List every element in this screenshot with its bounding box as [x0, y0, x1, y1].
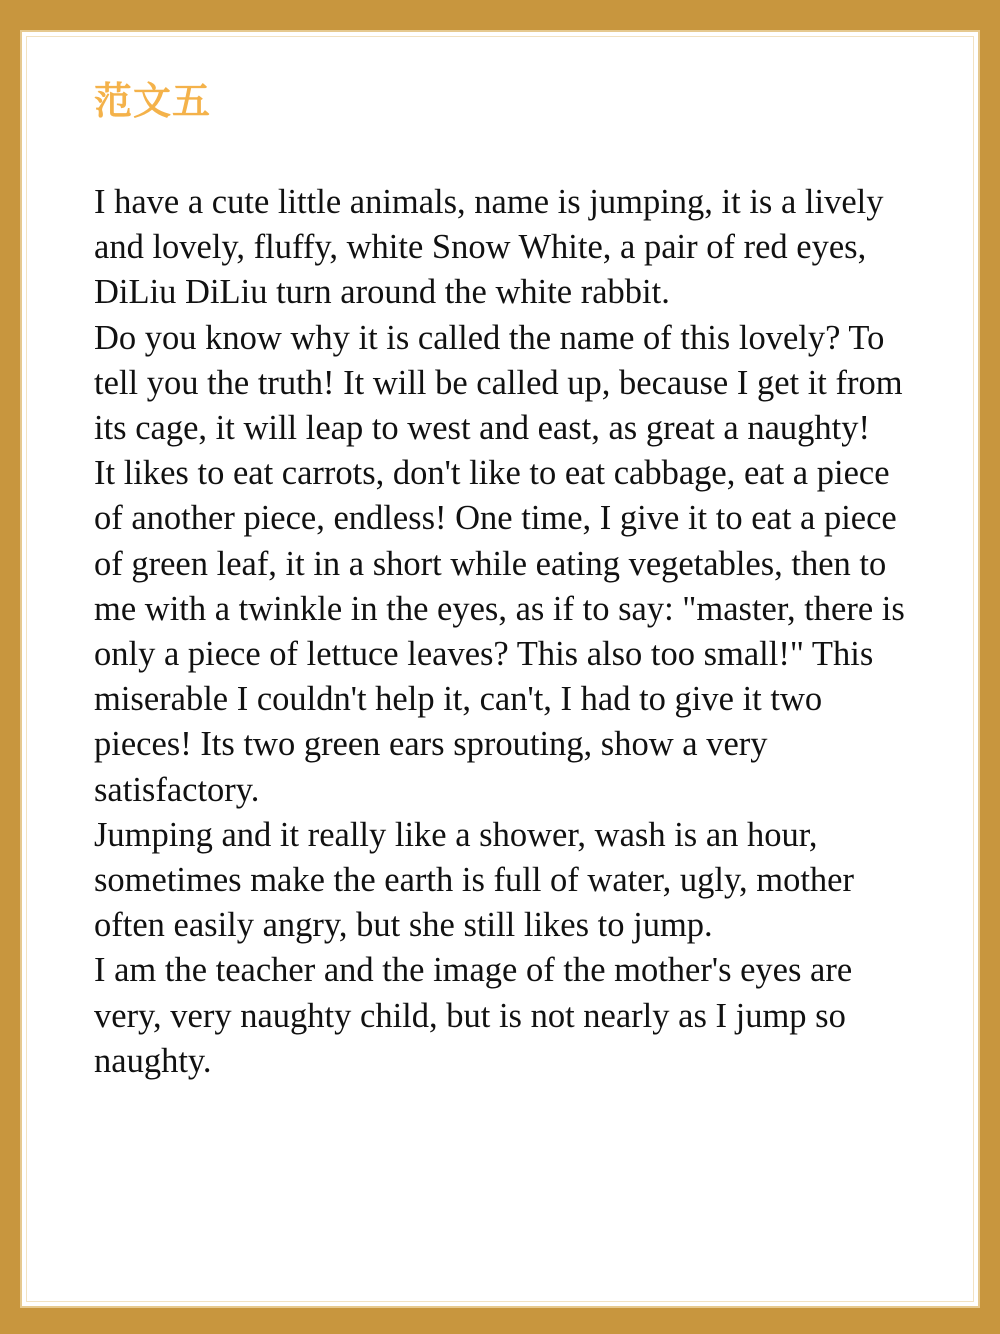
- essay-paragraph: Jumping and it really like a shower, wash is an hour, sometimes make the earth is full of water, ugly, mother often easily angry, but she still likes to jump.: [94, 815, 854, 945]
- essay-body: [94, 180, 924, 1084]
- essay-paragraph: I am the teacher and the image of the mother's eyes are very, very naughty child, but is not nearly as I jump so naughty.: [94, 951, 853, 1080]
- essay-paragraph: It likes to eat carrots, don't like to eat cabbage, eat a piece of another piece, endless! One time, I give it to eat a piece of green leaf, it in a short while eating vegetables, then to me with a twinkle in the eyes, as if to say: "master, there is only a piece of lettuce leaves? This also too small!" This miserable I couldn't help it, can't, I had to give it two pieces! Its two green ears sprouting, show a very satisfactory.: [94, 454, 905, 809]
- essay-paragraph: I have a cute little animals, name is jumping, it is a lively and lovely, fluffy, white Snow White, a pair of red eyes, DiLiu DiLiu turn around the white rabbit.: [94, 183, 884, 312]
- essay-paragraph: Do you know why it is called the name of this lovely? To tell you the truth! It will be called up, because I get it from its cage, it will leap to west and east, as great a naughty!: [94, 318, 903, 448]
- page-title: 范文五: [94, 79, 212, 123]
- essay-card: [20, 30, 980, 1308]
